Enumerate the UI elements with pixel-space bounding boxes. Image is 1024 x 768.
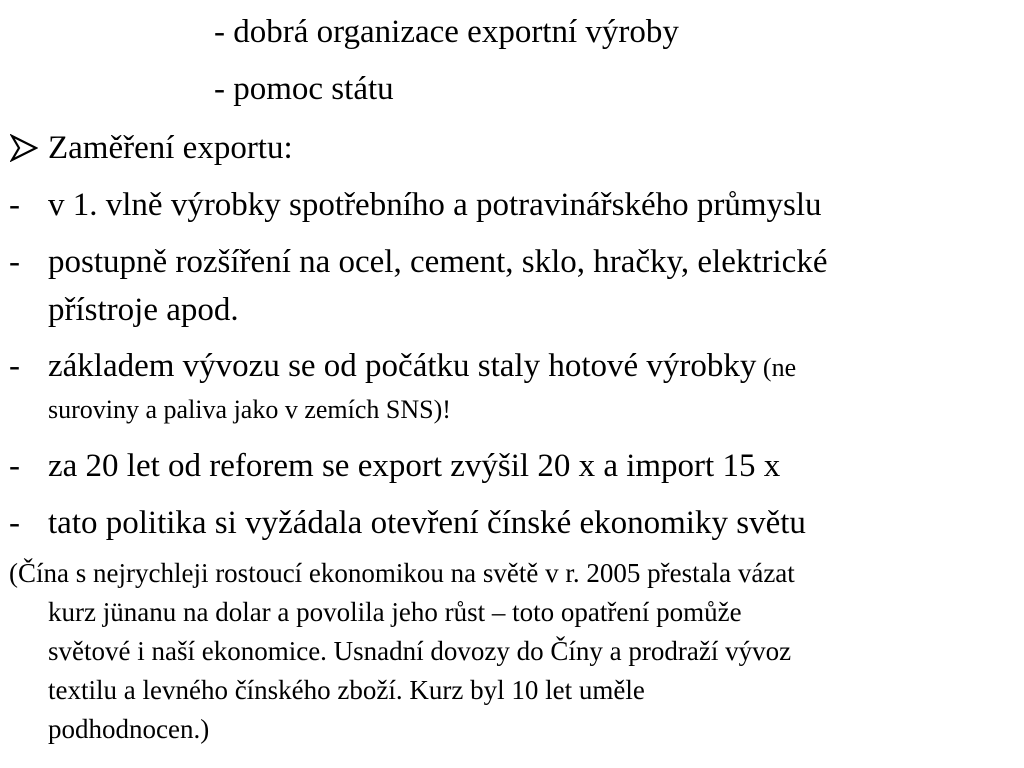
- bullet-3-aside: (ne: [756, 353, 797, 382]
- note-line-3: světové i naší ekonomice. Usnadní dovozy do Číny a prodraží vývoz: [48, 636, 792, 666]
- arrow-bullet-icon: [10, 134, 38, 162]
- bullet-marker: -: [9, 187, 20, 223]
- bullet-marker: -: [9, 348, 20, 384]
- bullet-2-text: postupně rozšíření na ocel, cement, sklo, hračky, elektrické: [48, 244, 828, 280]
- bullet-marker: -: [9, 244, 20, 280]
- bullet-3-main: základem vývozu se od počátku staly hotové výrobky: [48, 348, 757, 384]
- bullet-marker: -: [9, 448, 20, 484]
- bullet-4-text: za 20 let od reforem se export zvýšil 20 x a import 15 x: [48, 448, 781, 484]
- bullet-3-text: [48, 346, 796, 388]
- bullet-2-text-cont: přístroje apod.: [48, 292, 239, 328]
- bullet-marker: -: [9, 505, 20, 541]
- intro-line-2: - pomoc státu: [214, 71, 394, 107]
- section-heading: Zaměření exportu:: [48, 130, 293, 166]
- intro-line-1: - dobrá organizace exportní výroby: [214, 14, 679, 50]
- bullet-3-aside-cont: suroviny a paliva jako v zemích SNS)!: [48, 395, 451, 424]
- bullet-1-text: v 1. vlně výrobky spotřebního a potravinářského průmyslu: [48, 187, 822, 223]
- note-line-5: podhodnocen.): [48, 714, 210, 744]
- note-line-4: textilu a levného čínského zboží. Kurz byl 10 let uměle: [48, 675, 645, 705]
- note-line-2: kurz jünanu na dolar a povolila jeho růst – toto opatření pomůže: [48, 597, 742, 627]
- note-line-1: (Čína s nejrychleji rostoucí ekonomikou na světě v r. 2005 přestala vázat: [9, 558, 795, 588]
- bullet-5-text: tato politika si vyžádala otevření čínské ekonomiky světu: [48, 505, 806, 541]
